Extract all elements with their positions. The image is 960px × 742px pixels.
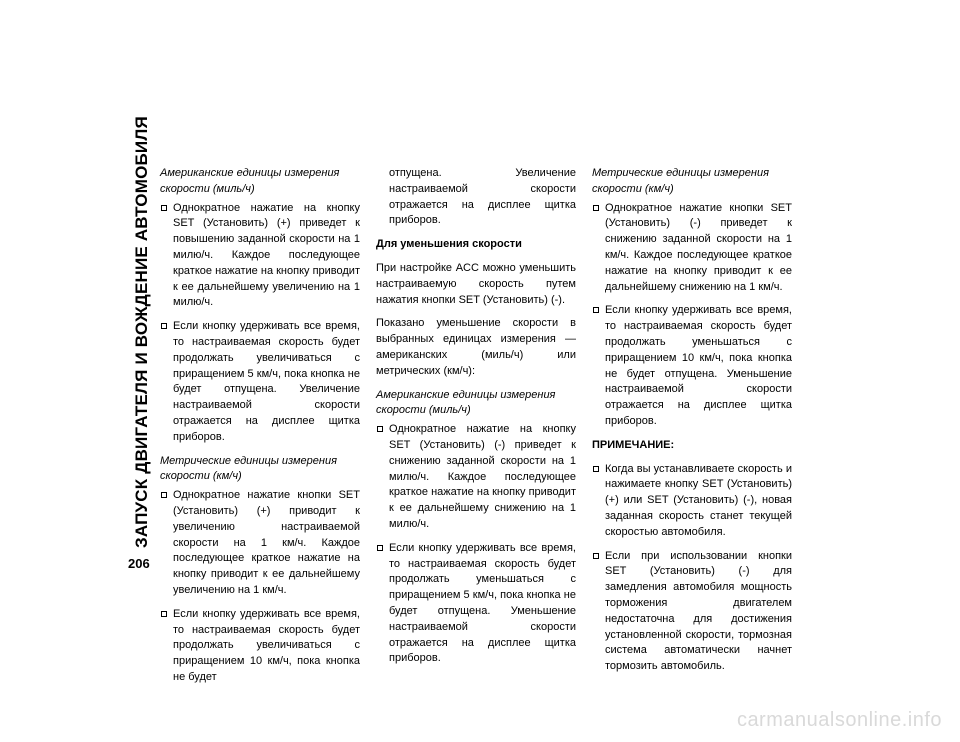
column-2 — [376, 166, 576, 675]
bullet-item: Однократное нажатие на кнопку SET (Установить) (+) приведет к повышению заданной скорости на 1 милю/ч. Каждое последующее краткое нажатие на кнопку приводит к ее дальнейшему увеличению на 1 милю/ч. — [160, 201, 360, 312]
paragraph: Показано уменьшение скорости в выбранных единицах измерения — американских (миль/ч) или метрических (км/ч): — [376, 317, 576, 377]
bullet-item: Если кнопку удерживать все время, то настраиваемая скорость будет продолжать уменьшаться с приращением 10 км/ч, пока кнопка не будет отпущена. Уменьшение настраиваемой скорости отражается на дисплее щитка приборов. — [592, 303, 792, 429]
checkbox-bullet-icon — [593, 205, 599, 211]
subheading-us-units: Американские единицы измерения скорости (миль/ч) — [376, 388, 556, 417]
page-number: 206 — [128, 556, 150, 571]
section-side-title — [128, 116, 162, 548]
checkbox-bullet-icon — [377, 545, 383, 551]
bullet-item: Однократное нажатие кнопки SET (Установить) (-) приведет к снижению заданной скорости на 1 км/ч. Каждое последующее краткое нажатие на кнопку приводит к ее дальнейшему снижению на 1 км/ч. — [592, 201, 792, 296]
section-title-text: ЗАПУСК ДВИГАТЕЛЯ И ВОЖДЕНИЕ АВТОМОБИЛЯ — [132, 116, 151, 548]
checkbox-bullet-icon — [161, 205, 167, 211]
bullet-item: Если кнопку удерживать все время, то настраиваемая скорость будет продолжать уменьшаться с приращением 5 км/ч, пока кнопка не будет отпущена. Уменьшение настраиваемой скорости отражается на дисплее щитка приборов. — [376, 541, 576, 667]
checkbox-bullet-icon — [377, 426, 383, 432]
column-3 — [592, 166, 792, 683]
checkbox-bullet-icon — [593, 307, 599, 313]
watermark: carmanualsonline.info — [736, 709, 942, 731]
checkbox-bullet-icon — [161, 611, 167, 617]
section-heading-decrease: Для уменьшения скорости — [376, 238, 522, 251]
continued-text: отпущена. Увеличение настраиваемой скорости отражается на дисплее щитка приборов. — [389, 167, 576, 227]
subheading-metric-units: Метрические единицы измерения скорости (км/ч) — [160, 454, 337, 483]
bullet-item: Однократное нажатие кнопки SET (Установить) (+) приводит к увеличению настраиваемой скорости на 1 км/ч. Каждое последующее краткое нажатие на кнопку приводит к ее дальнейшему увеличению на 1 км/ч. — [160, 488, 360, 599]
checkbox-bullet-icon — [161, 323, 167, 329]
column-1 — [160, 166, 360, 694]
bullet-item: Если кнопку удерживать все время, то настраиваемая скорость будет продолжать увеличиваться с приращением 10 км/ч, пока кнопка не будет — [160, 607, 360, 686]
checkbox-bullet-icon — [161, 492, 167, 498]
note-item: Если при использовании кнопки SET (Установить) (-) для замедления автомобиля мощность торможения двигателем недостаточна для достижения установленной скорости, тормозная система автоматически начнет тормозить автомобиль. — [592, 549, 792, 675]
bullet-item: Однократное нажатие на кнопку SET (Установить) (-) приведет к снижению заданной скорости на 1 милю/ч. Каждое последующее краткое нажатие на кнопку приводит к ее дальнейшему снижению на 1 милю/ч. — [376, 422, 576, 533]
note-heading: ПРИМЕЧАНИЕ: — [592, 438, 675, 451]
checkbox-bullet-icon — [593, 466, 599, 472]
checkbox-bullet-icon — [593, 553, 599, 559]
subheading-us-units: Американские единицы измерения скорости (миль/ч) — [160, 167, 340, 195]
paragraph: При настройке ACC можно уменьшить настраиваемую скорость путем нажатия кнопки SET (Установить) (-). — [376, 261, 576, 306]
note-item: Когда вы устанавливаете скорость и нажимаете кнопку SET (Установить) (+) или SET (Установить) (-), новая заданная скорость станет текущей скоростью автомобиля. — [592, 462, 792, 541]
subheading-metric-units: Метрические единицы измерения скорости (км/ч) — [592, 167, 769, 195]
bullet-item: Если кнопку удерживать все время, то настраиваемая скорость будет продолжать увеличиваться с приращением 5 км/ч, пока кнопка не будет отпущена. Увеличение настраиваемой скорости отражается на дисплее щитка приборов. — [160, 319, 360, 445]
